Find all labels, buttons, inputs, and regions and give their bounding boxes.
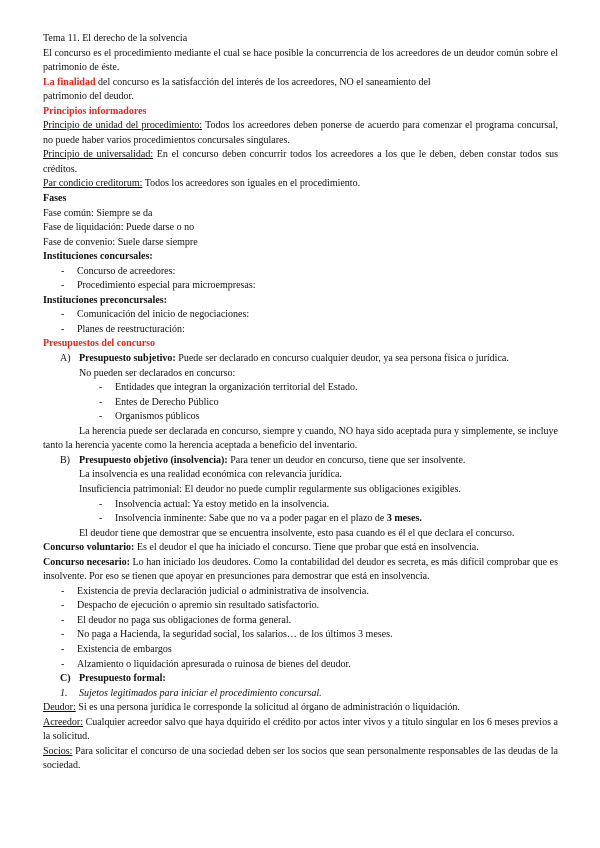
presupuesto-formal (43, 672, 558, 687)
concurso-necesario (43, 556, 558, 585)
list-item: - Entidades que integran la organización territorial del Estado. (43, 381, 558, 396)
list-item: - Planes de reestructuración: (43, 323, 558, 338)
fase-item: Fase común: Siempre se da (43, 207, 153, 219)
principio-text: Todos los acreedores son iguales en el procedimiento. (142, 178, 361, 190)
finalidad-text-2: patrimonio del deudor. (43, 91, 134, 103)
intro-paragraph: El concurso es el procedimiento mediante el cual se hace posible la concurrencia de los acreedores de un deudor común sobre el patrimonio de éste. (43, 47, 558, 74)
list-marker: B) (60, 454, 70, 466)
necesario-label: Concurso necesario: (43, 556, 130, 568)
presupuesto-objetivo (43, 454, 558, 469)
inminente-bold: 3 meses. (386, 513, 422, 525)
presupuesto-text: Para tener un deudor en concurso, tiene que ser insolvente. (227, 454, 466, 466)
no-pueden-text: No pueden ser declarados en concurso: (79, 367, 236, 379)
presupuesto-subjetivo (43, 352, 558, 367)
fases-heading: Fases (43, 193, 67, 205)
presupuesto-label: Presupuesto objetivo (insolvencia): (79, 454, 228, 466)
necesario-text: Lo han iniciado los deudores. Como la contabilidad del deudor es secreta, es más difícil comprobar que es insolvente. Por eso se tienen que apoyar en presunciones para demostrar que está en insolvencia. (43, 556, 558, 583)
list-item: - Insolvencia actual: Ya estoy metido en la insolvencia. (43, 498, 558, 513)
list-marker: A) (60, 353, 71, 365)
inminente-text: Insolvencia inminente: Sabe que no va a poder pagar en el plazo de (115, 513, 387, 525)
document-page (43, 32, 558, 774)
list-item: - Alzamiento o liquidación apresurada o ruinosa de bienes del deudor. (43, 658, 558, 673)
concursales-list (43, 265, 558, 294)
sujeto-deudor (43, 701, 558, 716)
list-item: - Procedimiento especial para microempresas: (43, 279, 558, 294)
voluntario-label: Concurso voluntario: (43, 542, 135, 554)
demostrar-paragraph: El deudor tiene que demostrar que se encuentra insolvente, esto pasa cuando es él el que declara el concurso. (79, 527, 515, 539)
voluntario-text: Es el deudor el que ha iniciado el concurso. Tiene que probar que está en insolvencia. (134, 542, 479, 554)
concurso-voluntario (43, 541, 558, 556)
insuficiencia-text: Insuficiencia patrimonial: El deudor no puede cumplir regularmente sus obligaciones exigibles. (79, 483, 461, 495)
presupuesto-label: Presupuesto formal: (79, 673, 166, 685)
sujeto-text: Si es una persona jurídica le corresponde la solicitud al órgano de administración o liquidación. (75, 702, 460, 714)
principio-universalidad (43, 148, 558, 177)
concursales-heading: Instituciones concursales: (43, 251, 153, 263)
list-marker: C) (60, 673, 71, 685)
sujeto-label: Deudor: (43, 702, 76, 714)
presupuestos-heading: Presupuestos del concurso (43, 338, 156, 350)
realidad-text: La insolvencia es una realidad económica con relevancia jurídica. (79, 469, 342, 481)
list-item: - Entes de Derecho Público (43, 396, 558, 411)
list-item: - Organismos públicos (43, 410, 558, 425)
fase-item: Fase de liquidación: Puede darse o no (43, 222, 195, 234)
list-item: - Despacho de ejecución o apremio sin resultado satisfactorio. (43, 599, 558, 614)
list-item: - El deudor no paga sus obligaciones de forma general. (43, 614, 558, 629)
preconcursales-heading: Instituciones preconcursales: (43, 294, 167, 306)
sujetos-legitimados (43, 687, 558, 702)
principio-label: Principio de universalidad: (43, 149, 154, 161)
fase-item: Fase de convenio: Suele darse siempre (43, 236, 198, 248)
sujetos-heading: Sujetos legitimados para iniciar el procedimiento concursal. (79, 687, 322, 699)
excluidos-list (43, 381, 558, 425)
principio-label: Par condicio creditorum: (43, 178, 143, 190)
sujeto-acreedor (43, 716, 558, 745)
document-title: Tema 11. El derecho de la solvencia (43, 33, 188, 44)
principio-label: Principio de unidad del procedimiento: (43, 120, 203, 132)
sujeto-label: Acreedor: (43, 716, 83, 728)
list-item: - Comunicación del inicio de negociaciones: (43, 308, 558, 323)
list-item: - Existencia de embargos (43, 643, 558, 658)
presupuesto-text: Puede ser declarado en concurso cualquier deudor, ya sea persona física o jurídica. (175, 353, 509, 365)
finalidad-text: del concurso es la satisfacción del interés de los acreedores, NO el saneamiento del (95, 76, 431, 88)
list-marker: 1. (60, 687, 68, 699)
principio-text: En el concurso deben concurrir todos los acreedores a los que le deben, deben constar todos sus créditos. (43, 149, 558, 175)
list-item: - No paga a Hacienda, la seguridad social, los salarios… de los últimos 3 meses. (43, 628, 558, 643)
list-item: - Concurso de acreedores: (43, 265, 558, 280)
principio-unidad (43, 119, 558, 148)
insolvencia-list (43, 498, 558, 527)
sujeto-text: Para solicitar el concurso de una sociedad deben ser los socios que sean personalmente responsables de las deudas de la sociedad. (43, 745, 558, 772)
list-item (43, 512, 558, 527)
sujeto-socios (43, 745, 558, 774)
preconcursales-list (43, 308, 558, 337)
list-item: - Existencia de previa declaración judicial o administrativa de insolvencia. (43, 585, 558, 600)
principio-par-condicio (43, 177, 558, 192)
finalidad-label: La finalidad (43, 76, 96, 88)
sujeto-text: Cualquier acreedor salvo que haya dquirido el crédito por actos inter vivos y a título singular en los 6 meses previos a la solicitud. (43, 716, 558, 743)
presunciones-list (43, 585, 558, 672)
sujeto-label: Socios: (43, 745, 73, 757)
principios-heading: Principios informadores (43, 105, 147, 117)
finalidad-paragraph (43, 76, 558, 105)
presupuesto-label: Presupuesto subjetivo: (79, 353, 176, 365)
herencia-paragraph: La herencia puede ser declarada en concurso, siempre y cuando, NO haya sido aceptada pura y simplemente, se incluye tanto la herencia yacente como la herencia aceptada a beneficio del inventario. (43, 425, 558, 452)
principio-text: Todos los acreedores deben ponerse de acuerdo para comenzar el programa concursal, no puede haber varios procedimientos concursales singulares. (43, 120, 559, 146)
